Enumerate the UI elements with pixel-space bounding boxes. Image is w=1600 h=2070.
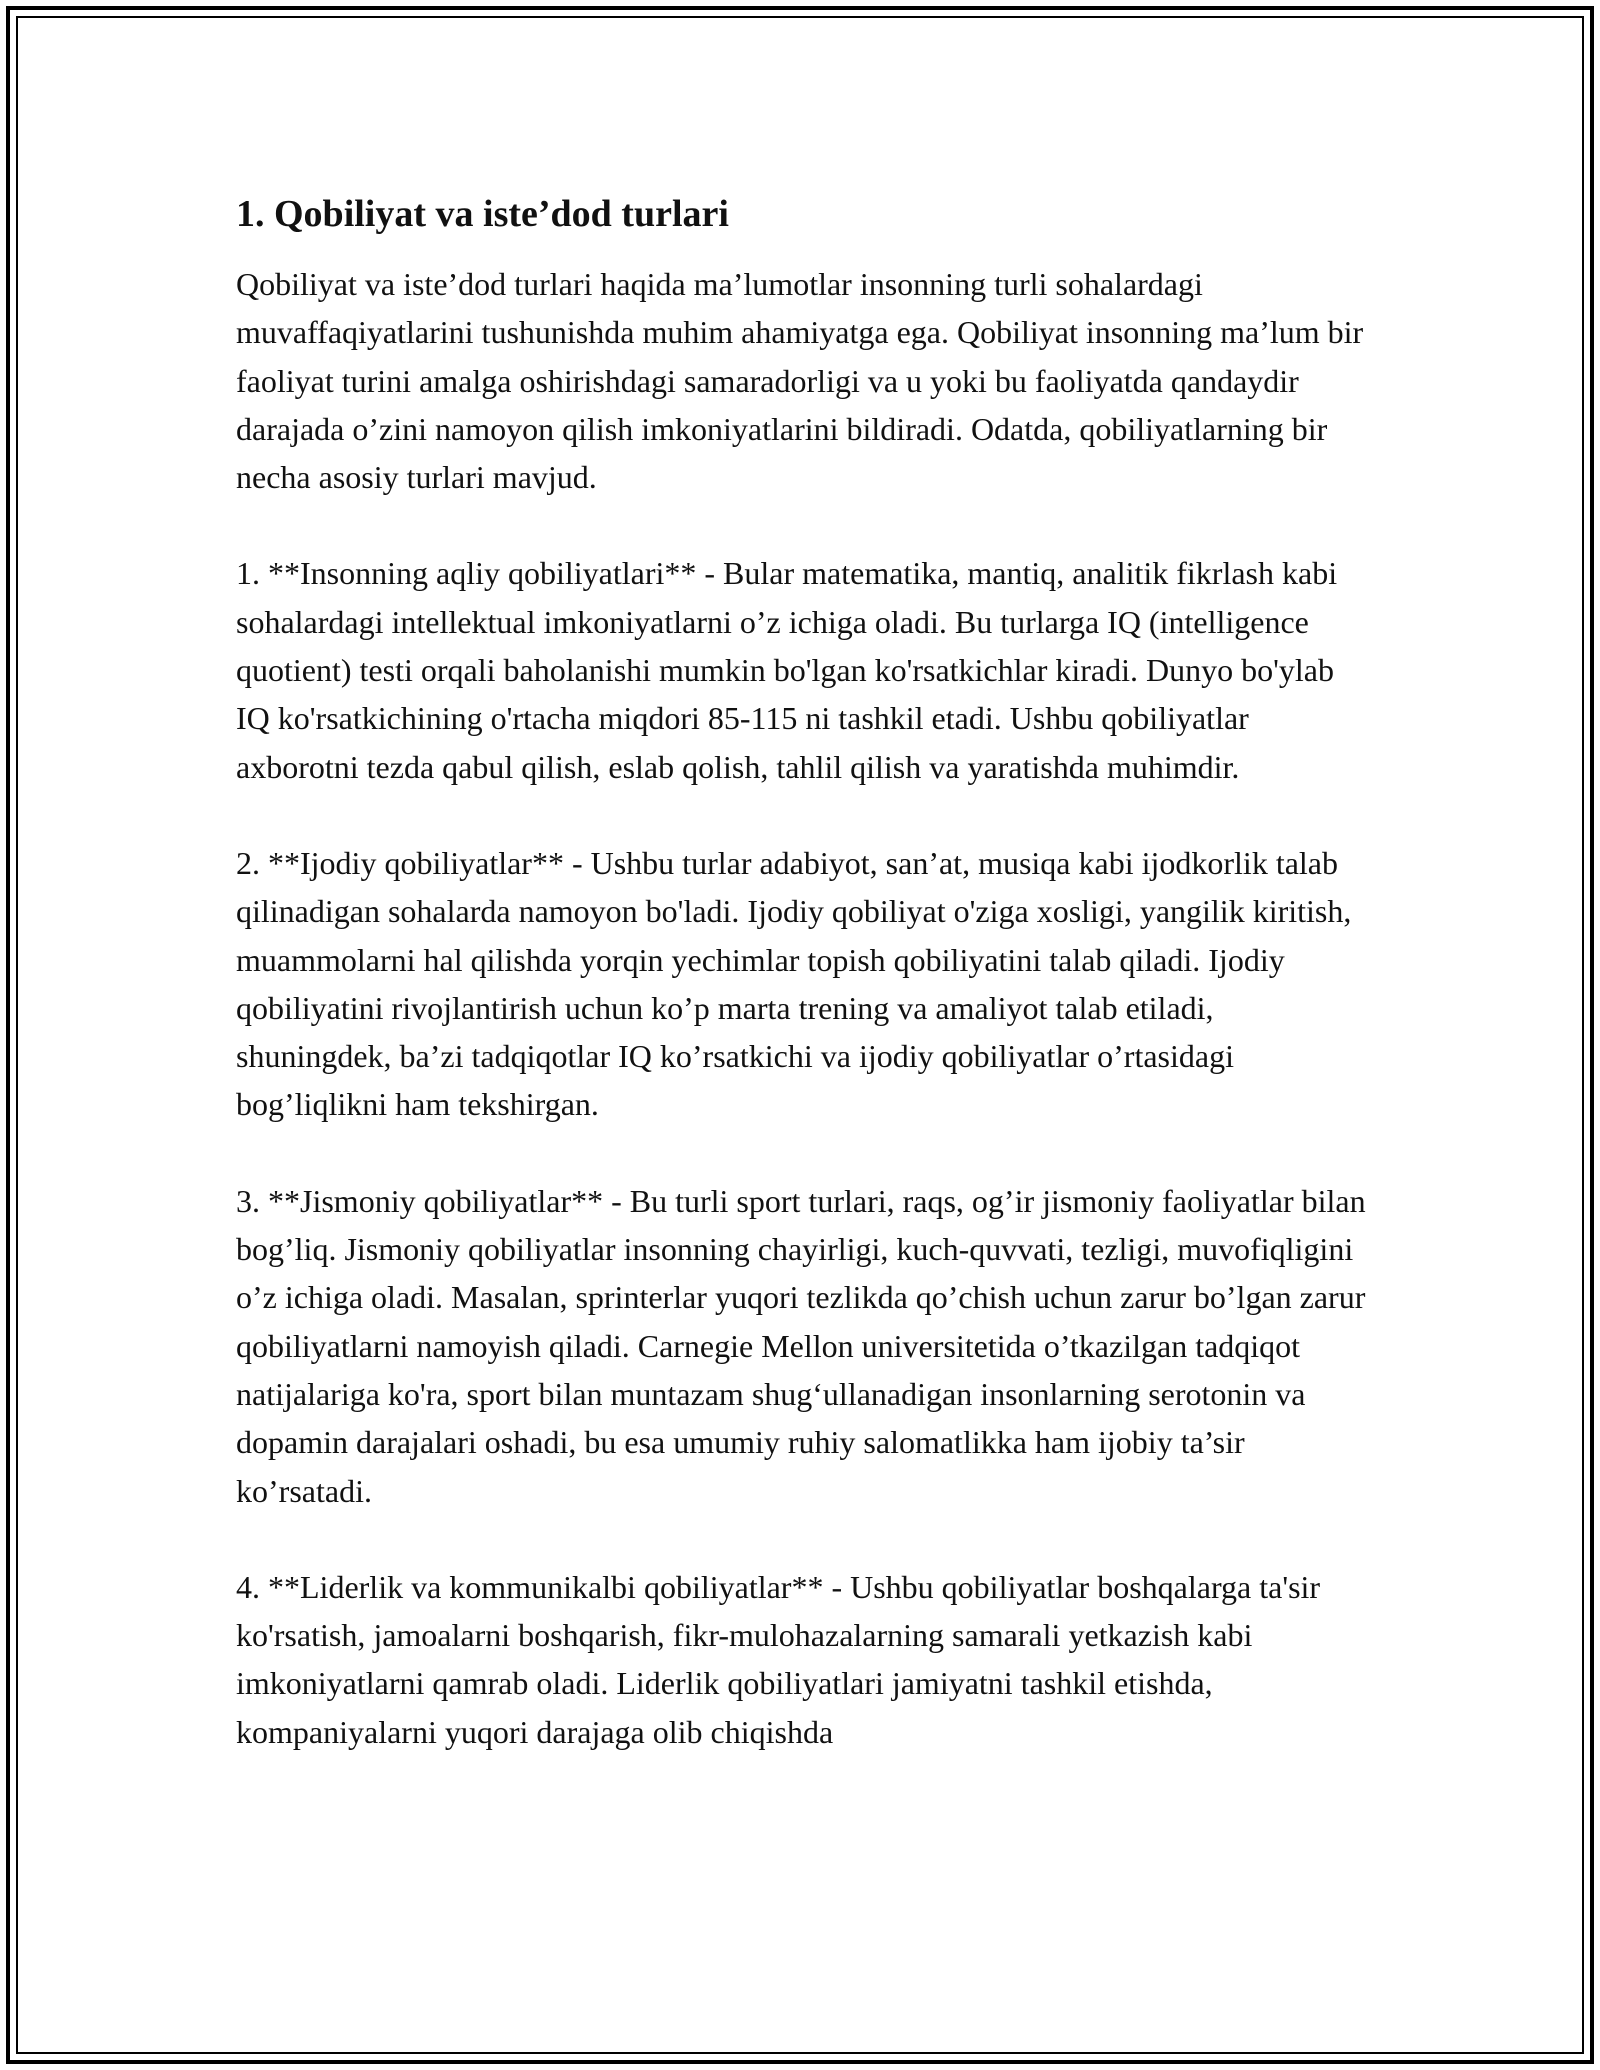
document-body — [236, 190, 1366, 1804]
section-heading: 1. Qobiliyat va iste’dod turlari — [236, 193, 729, 235]
paragraph-leadership-abilities: 4. **Liderlik va kommunikalbi qobiliyatlar** - Ushbu qobiliyatlar boshqalarga ta'sir ko'rsatish, jamoalarni boshqarish, fikr-mulohazalarning samarali yetkazish kabi imkoniyatlarni qamrab oladi. Liderlik qobiliyatlari jamiyatni tashkil etishda, kompaniyalarni yuqori darajaga olib chiqishda — [236, 1568, 1321, 1750]
paragraph-intellectual-abilities: 1. **Insonning aqliy qobiliyatlari** - Bular matematika, mantiq, analitik fikrlash kabi sohalardagi intellektual imkoniyatlarni o’z ichiga oladi. Bu turlarga IQ (intelligence quotient) testi orqali baholanishi mumkin bo'lgan ko'rsatkichlar kiradi. Dunyo bo'ylab IQ ko'rsatkichining o'rtacha miqdori 85-115 ni tashkil etadi. Ushbu qobiliyatlar axborotni tezda qabul qilish, eslab qolish, tahlil qilish va yaratishda muhimdir. — [236, 555, 1338, 785]
paragraph-physical-abilities: 3. **Jismoniy qobiliyatlar** - Bu turli sport turlari, raqs, og’ir jismoniy faoliyatlar bilan bog’liq. Jismoniy qobiliyatlar insonning chayirligi, kuch-quvvati, tezligi, muvofiqligini o’z ichiga oladi. Masalan, sprinterlar yuqori tezlikda qo’chish uchun zarur bo’lgan zarur qobiliyatlarni namoyish qiladi. Carnegie Mellon universitetida o’tkazilgan tadqiqot natijalariga ko'ra, sport bilan muntazam shug‘ullanadigan insonlarning serotonin va dopamin darajalari oshadi, bu esa umumiy ruhiy salomatlikka ham ijobiy ta’sir ko’rsatadi. — [236, 1182, 1366, 1509]
intro-paragraph: Qobiliyat va iste’dod turlari haqida ma’lumotlar insonning turli sohalardagi muvaffaqiyatlarini tushunishda muhim ahamiyatga ega. Qobiliyat insonning ma’lum bir faoliyat turini amalga oshirishdagi samaradorligi va u yoki bu faoliyatda qandaydir darajada o’zini namoyon qilish imkoniyatlarini bildiradi. Odatda, qobiliyatlarning bir necha asosiy turlari mavjud. — [236, 266, 1364, 496]
paragraph-creative-abilities: 2. **Ijodiy qobiliyatlar** - Ushbu turlar adabiyot, san’at, musiqa kabi ijodkorlik talab qilinadigan sohalarda namoyon bo'ladi. Ijodiy qobiliyat o'ziga xosligi, yangilik kiritish, muammolarni hal qilishda yorqin yechimlar topish qobiliyatini talab qiladi. Ijodiy qobiliyatini rivojlantirish uchun ko’p marta trening va amaliyot talab etiladi, shuningdek, ba’zi tadqiqotlar IQ ko’rsatkichi va ijodiy qobiliyatlar o’rtasidagi bog’liqlikni ham tekshirgan. — [236, 844, 1352, 1123]
